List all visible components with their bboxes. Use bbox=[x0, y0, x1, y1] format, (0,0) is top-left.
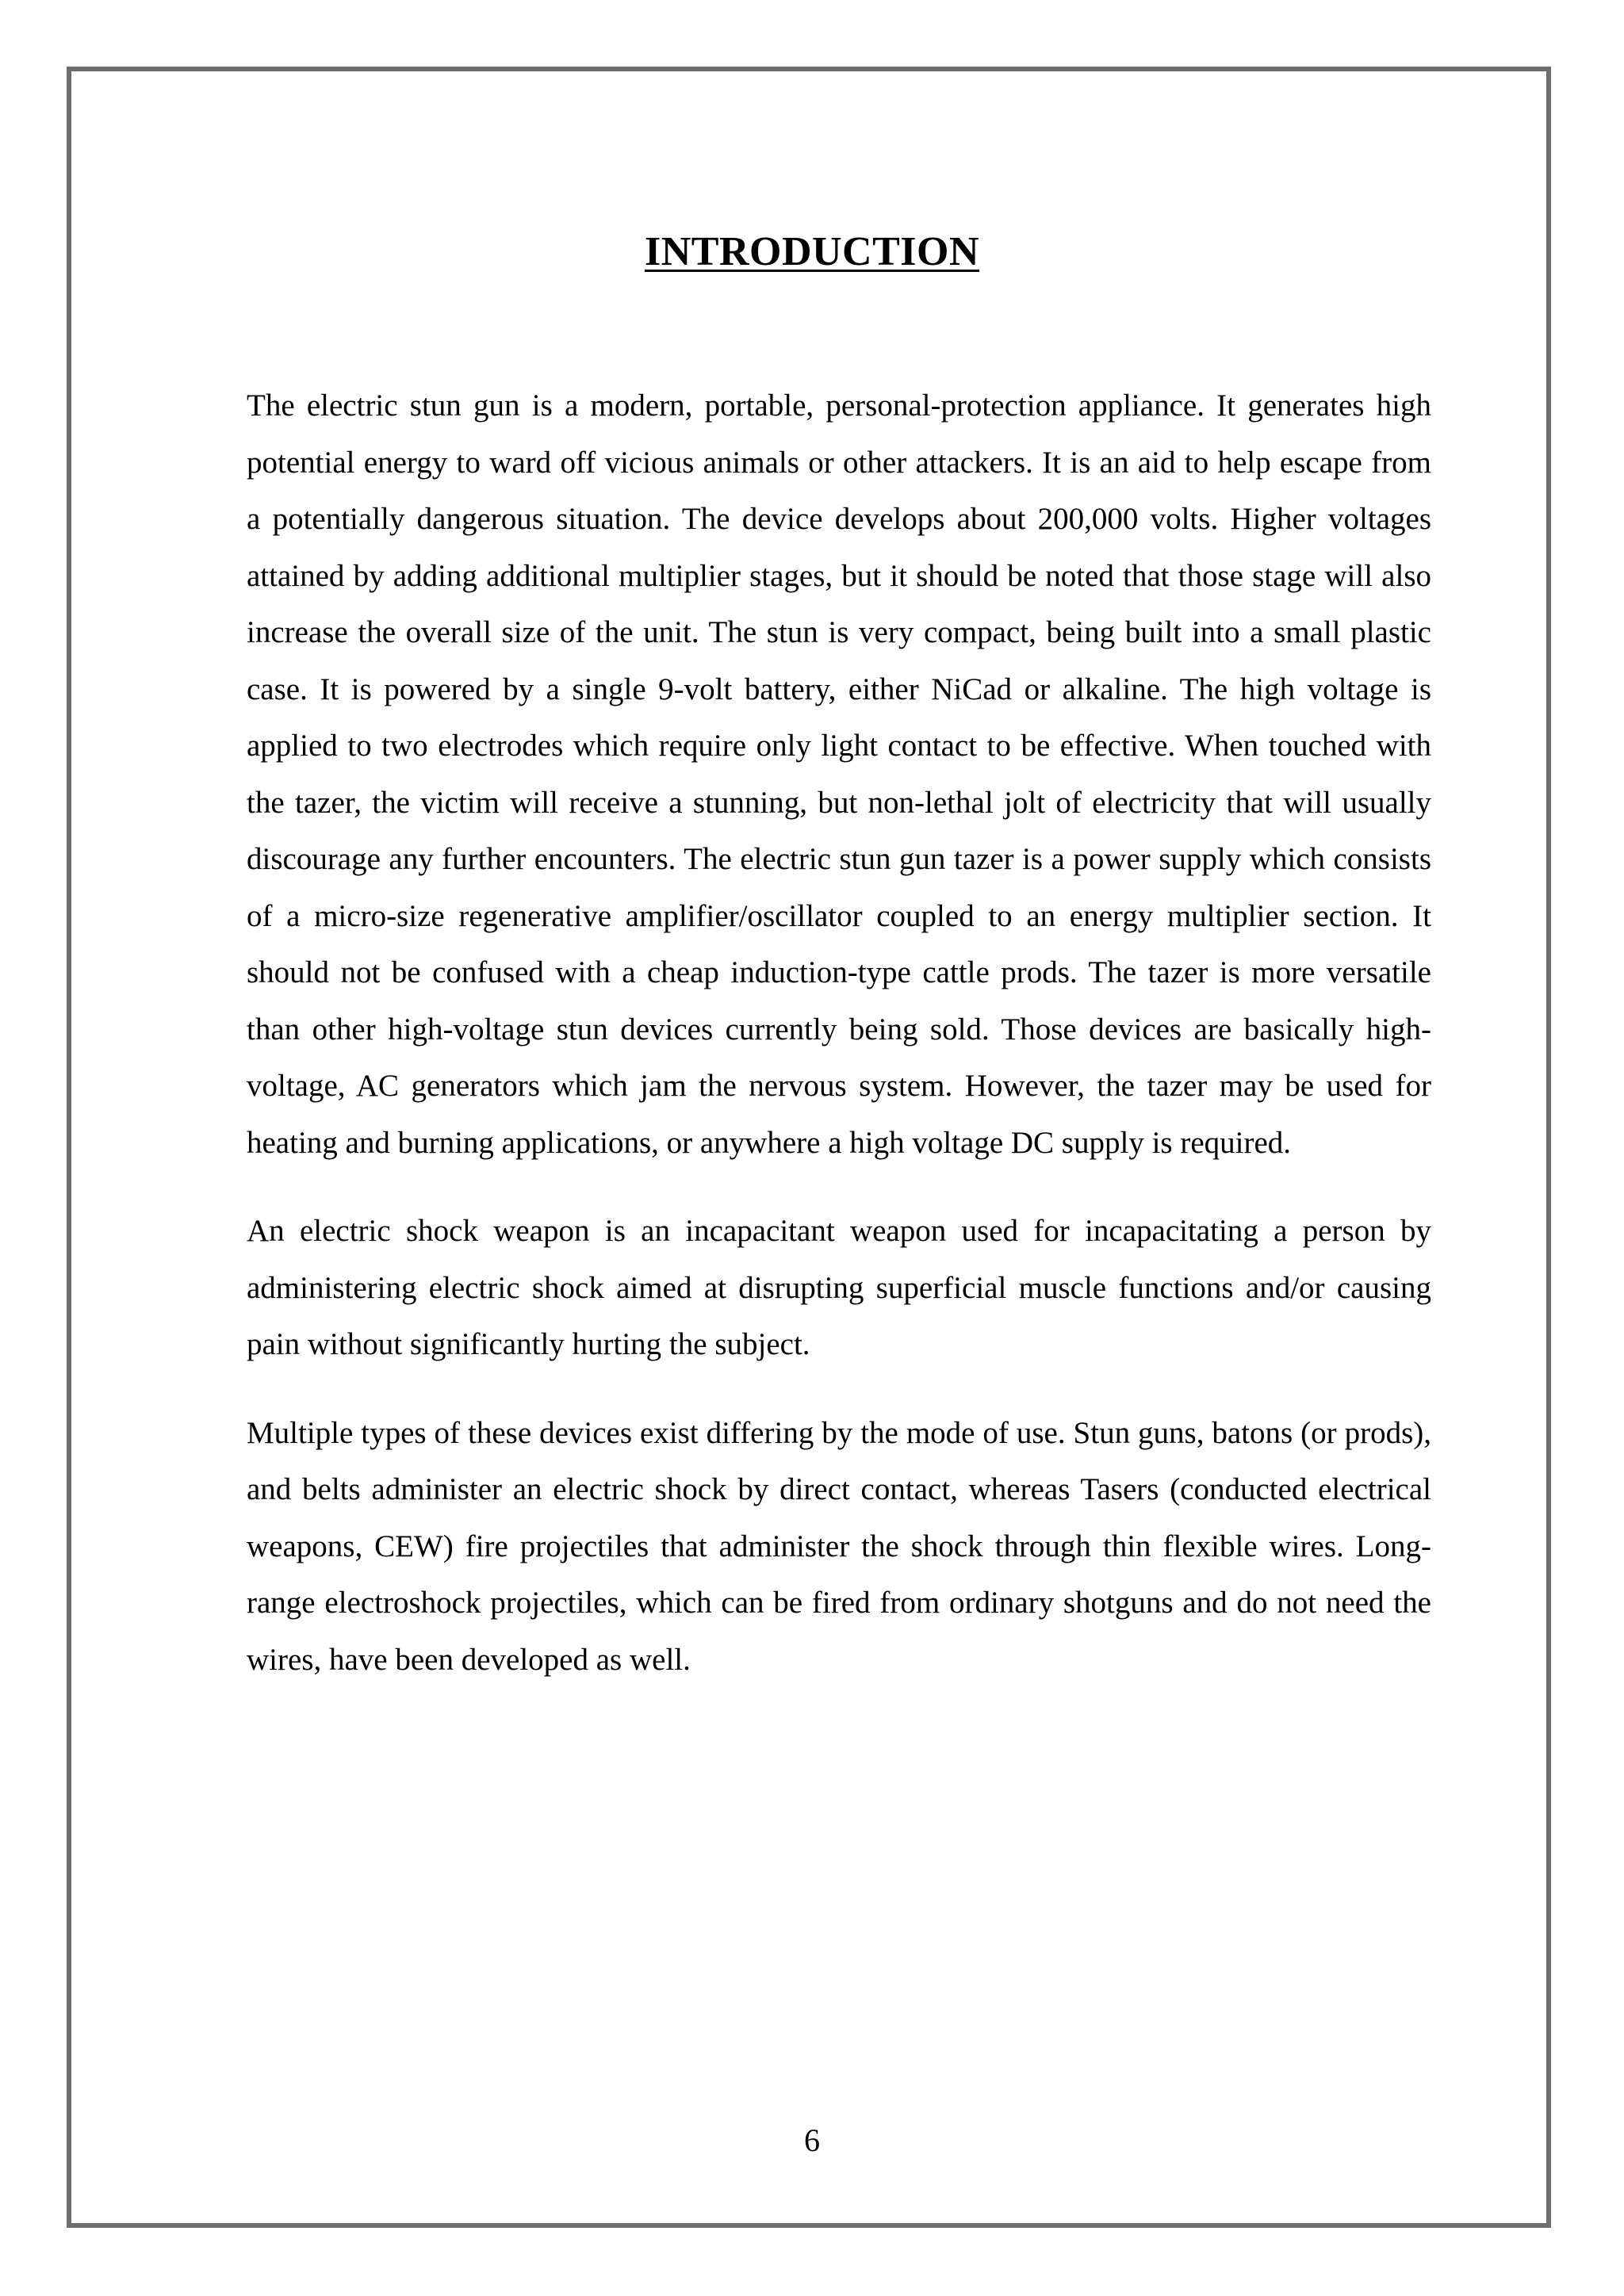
paragraph-3: Multiple types of these devices exist differing by the mode of use. Stun guns, batons (or prods), and belts administer an electric shock by direct contact, whereas Tasers (conducted electrical weapons, CEW) fire projectiles that administer the shock through thin flexible wires. Long-range electroshock projectiles, which can be fired from ordinary shotguns and do not need the wires, have been developed as well. bbox=[247, 1415, 1431, 1677]
page-number: 6 bbox=[804, 2122, 820, 2158]
body-text bbox=[247, 377, 1431, 1720]
paragraph-1: The electric stun gun is a modern, portable, personal-protection appliance. It generates high potential energy to ward off vicious animals or other attackers. It is an aid to help escape from a potentially dangerous situation. The device develops about 200,000 volts. Higher voltages attained by adding additional multiplier stages, but it should be noted that those stage will also increase the overall size of the unit. The stun is very compact, being built into a small plastic case. It is powered by a single 9-volt battery, either NiCad or alkaline. The high voltage is applied to two electrodes which require only light contact to be effective. When touched with the tazer, the victim will receive a stunning, but non-lethal jolt of electricity that will usually discourage any further encounters. The electric stun gun tazer is a power supply which consists of a micro-size regenerative amplifier/oscillator coupled to an energy multiplier section. It should not be confused with a cheap induction-type cattle prods. The tazer is more versatile than other high-voltage stun devices currently being sold. Those devices are basically high-voltage, AC generators which jam the nervous system. However, the tazer may be used for heating and burning applications, or anywhere a high voltage DC supply is required. bbox=[247, 388, 1431, 1160]
page-title: INTRODUCTION bbox=[644, 228, 980, 274]
paragraph-2: An electric shock weapon is an incapacitant weapon used for incapacitating a person by administering electric shock aimed at disrupting superficial muscle functions and/or causing pain without significantly hurting the subject. bbox=[247, 1214, 1431, 1361]
